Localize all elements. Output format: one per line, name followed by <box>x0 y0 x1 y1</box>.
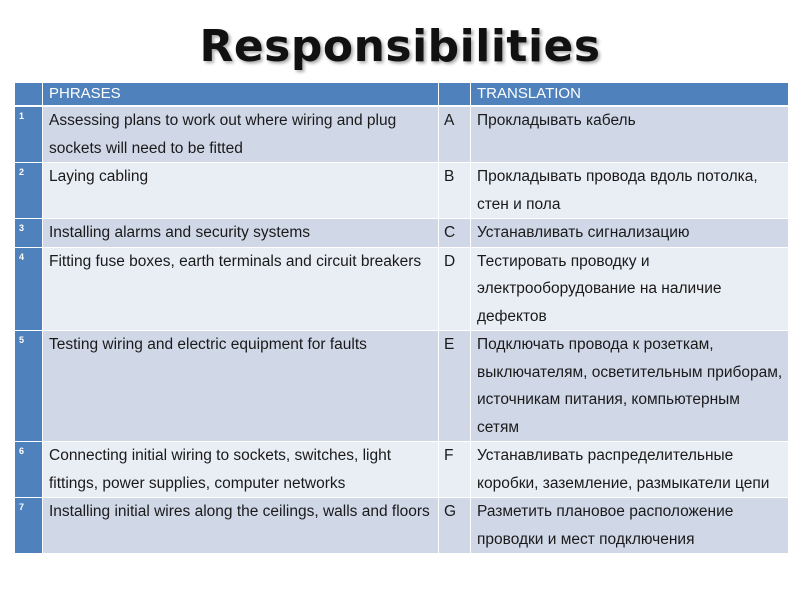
row-phrase: Connecting initial wiring to sockets, switches, light fittings, power supplies, computer networks <box>43 442 439 498</box>
row-number: 1 <box>15 106 43 163</box>
row-phrase: Testing wiring and electric equipment for faults <box>43 331 439 442</box>
row-phrase: Assessing plans to work out where wiring and plug sockets will need to be fitted <box>43 106 439 163</box>
row-translation: Устанавливать распределительные коробки, заземление, размыкатели цепи <box>471 442 789 498</box>
row-translation: Прокладывать кабель <box>471 106 789 163</box>
row-letter: C <box>439 219 471 248</box>
row-translation: Устанавливать сигнализацию <box>471 219 789 248</box>
table-row <box>15 163 789 219</box>
table-row <box>15 247 789 331</box>
page-title: Responsibilities <box>199 21 601 72</box>
table-header-row <box>15 83 789 107</box>
responsibilities-table <box>14 82 788 554</box>
row-translation: Тестировать проводку и электрооборудование на наличие дефектов <box>471 247 789 331</box>
header-number <box>15 83 43 107</box>
row-letter: F <box>439 442 471 498</box>
row-letter: G <box>439 498 471 554</box>
row-number: 4 <box>15 247 43 331</box>
table-row <box>15 331 789 442</box>
row-letter: E <box>439 331 471 442</box>
responsibilities-table-container <box>14 82 788 600</box>
table-row <box>15 106 789 163</box>
row-number: 5 <box>15 331 43 442</box>
row-letter: B <box>439 163 471 219</box>
row-letter: A <box>439 106 471 163</box>
header-phrases: PHRASES <box>43 83 439 107</box>
row-number: 2 <box>15 163 43 219</box>
row-translation: Разметить плановое расположение проводки и мест подключения <box>471 498 789 554</box>
row-number: 3 <box>15 219 43 248</box>
header-translation: TRANSLATION <box>471 83 789 107</box>
table-row <box>15 442 789 498</box>
table-row <box>15 498 789 554</box>
row-number: 6 <box>15 442 43 498</box>
row-number: 7 <box>15 498 43 554</box>
table-row <box>15 219 789 248</box>
row-phrase: Fitting fuse boxes, earth terminals and circuit breakers <box>43 247 439 331</box>
row-translation: Прокладывать провода вдоль потолка, стен и пола <box>471 163 789 219</box>
row-phrase: Laying cabling <box>43 163 439 219</box>
header-letter <box>439 83 471 107</box>
row-phrase: Installing initial wires along the ceilings, walls and floors <box>43 498 439 554</box>
row-translation: Подключать провода к розеткам, выключателям, осветительным приборам, источникам питания, компьютерным сетям <box>471 331 789 442</box>
row-letter: D <box>439 247 471 331</box>
row-phrase: Installing alarms and security systems <box>43 219 439 248</box>
